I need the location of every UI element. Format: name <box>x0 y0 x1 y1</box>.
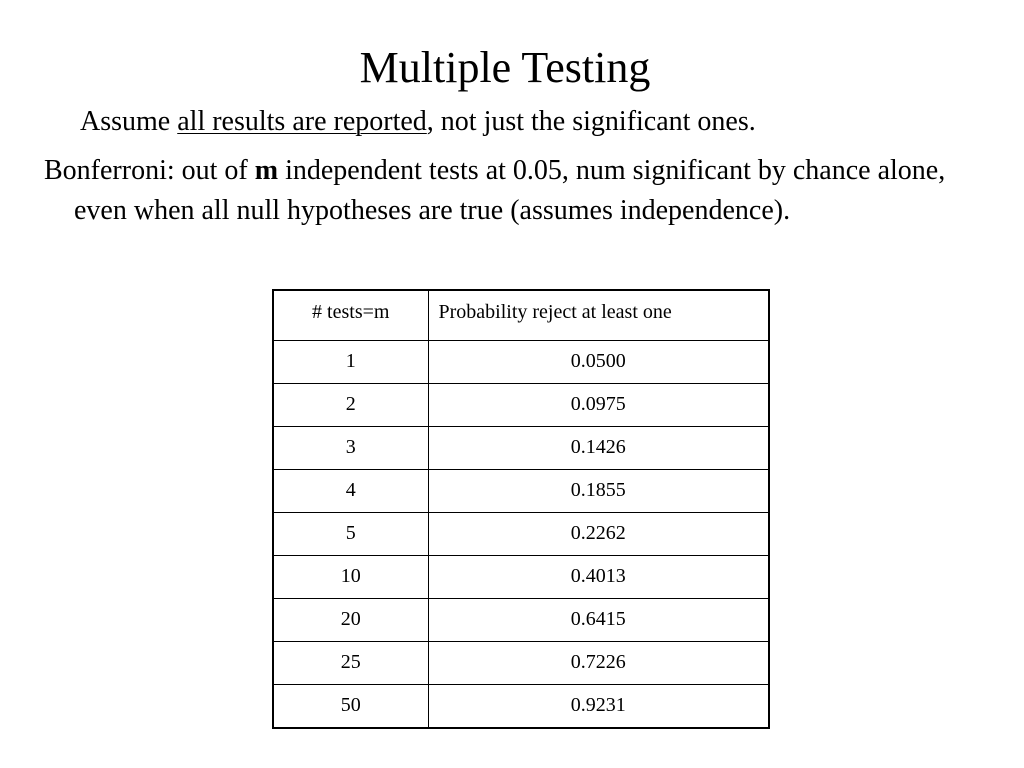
table-row <box>273 340 769 383</box>
assume-line <box>80 103 756 141</box>
assume-underlined-phrase: all results are reported <box>177 106 427 137</box>
cell-tests: 20 <box>273 598 428 641</box>
slide-title: Multiple Testing <box>359 43 651 92</box>
cell-probability: 0.0975 <box>428 383 769 426</box>
table-row <box>273 684 769 728</box>
probability-table <box>272 289 770 729</box>
cell-tests: 3 <box>273 426 428 469</box>
bonferroni-m: m <box>254 155 279 186</box>
bonferroni-text-after: independent tests at 0.05, num significant by chance alone, even when all null hypotheses are true (assumes independence). <box>74 155 946 226</box>
cell-probability: 0.4013 <box>428 555 769 598</box>
cell-tests: 4 <box>273 469 428 512</box>
cell-probability: 0.1855 <box>428 469 769 512</box>
assume-prefix: Assume <box>80 106 178 137</box>
bonferroni-text-before: Bonferroni: out of <box>44 155 255 186</box>
table-row <box>273 641 769 684</box>
cell-tests: 25 <box>273 641 428 684</box>
assume-suffix: , not just the significant ones. <box>426 106 756 137</box>
table-row <box>273 469 769 512</box>
cell-tests: 10 <box>273 555 428 598</box>
header-probability: Probability reject at least one <box>428 290 769 340</box>
table-row <box>273 426 769 469</box>
cell-tests: 2 <box>273 383 428 426</box>
table-header-row <box>273 290 769 340</box>
cell-probability: 0.0500 <box>428 340 769 383</box>
table-row <box>273 512 769 555</box>
cell-tests: 50 <box>273 684 428 728</box>
table-row <box>273 598 769 641</box>
header-tests: # tests=m <box>273 290 428 340</box>
cell-probability: 0.7226 <box>428 641 769 684</box>
bonferroni-paragraph <box>44 151 1004 231</box>
cell-probability: 0.9231 <box>428 684 769 728</box>
cell-tests: 5 <box>273 512 428 555</box>
table-row <box>273 383 769 426</box>
cell-probability: 0.2262 <box>428 512 769 555</box>
cell-probability: 0.6415 <box>428 598 769 641</box>
table-row <box>273 555 769 598</box>
cell-probability: 0.1426 <box>428 426 769 469</box>
cell-tests: 1 <box>273 340 428 383</box>
